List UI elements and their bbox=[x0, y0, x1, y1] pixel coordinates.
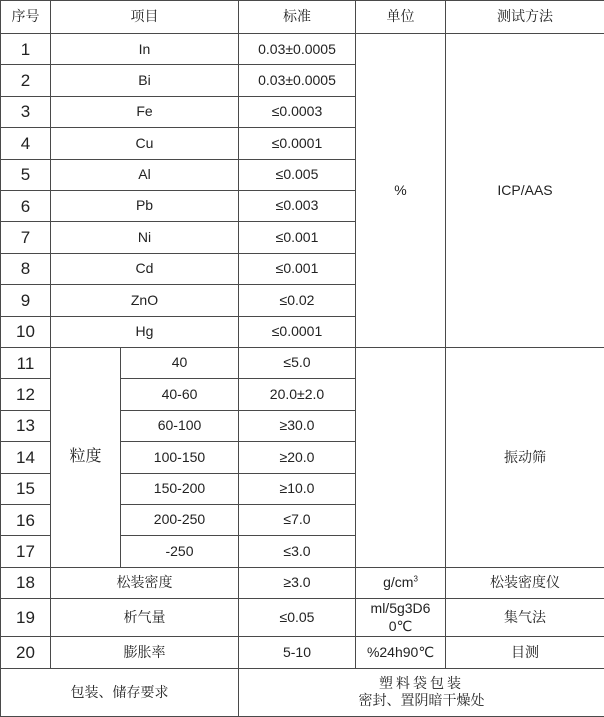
row-standard: ≥30.0 bbox=[239, 410, 356, 441]
row-unit: ml/5g3D60℃ bbox=[356, 599, 446, 637]
table-row bbox=[1, 637, 604, 668]
row-item: 40 bbox=[121, 348, 239, 379]
row-item: Ni bbox=[51, 222, 239, 253]
row-standard: ≤0.02 bbox=[239, 285, 356, 316]
row-item: Bi bbox=[51, 65, 239, 96]
row-standard: ≤0.05 bbox=[239, 599, 356, 637]
row-item: 40-60 bbox=[121, 379, 239, 410]
row-no: 15 bbox=[1, 473, 51, 504]
row-item: Cu bbox=[51, 128, 239, 159]
row-standard: ≥10.0 bbox=[239, 473, 356, 504]
row-no: 11 bbox=[1, 348, 51, 379]
row-method: 松装密度仪 bbox=[446, 567, 604, 598]
row-no: 3 bbox=[1, 96, 51, 127]
row-no: 19 bbox=[1, 599, 51, 637]
row-item: 200-250 bbox=[121, 504, 239, 535]
row-item: 析气量 bbox=[51, 599, 239, 637]
row-item: Al bbox=[51, 159, 239, 190]
row-item: 60-100 bbox=[121, 410, 239, 441]
row-standard: ≤0.0003 bbox=[239, 96, 356, 127]
row-item: ZnO bbox=[51, 285, 239, 316]
row-no: 13 bbox=[1, 410, 51, 441]
packaging-line-2: 密封、置阴暗干燥处 bbox=[358, 692, 485, 709]
packaging-requirement bbox=[239, 668, 604, 716]
header-method: 测试方法 bbox=[446, 1, 604, 34]
table-row bbox=[1, 599, 604, 637]
row-no: 6 bbox=[1, 191, 51, 222]
unit-text: g/cm bbox=[383, 574, 414, 591]
row-standard: ≤0.003 bbox=[239, 191, 356, 222]
row-item: In bbox=[51, 34, 239, 65]
row-standard: ≤5.0 bbox=[239, 348, 356, 379]
unit-percent: % bbox=[356, 34, 446, 348]
row-no: 14 bbox=[1, 442, 51, 473]
packaging-label: 包装、储存要求 bbox=[1, 668, 239, 716]
row-no: 18 bbox=[1, 567, 51, 598]
row-item: 100-150 bbox=[121, 442, 239, 473]
row-standard: ≥20.0 bbox=[239, 442, 356, 473]
row-no: 9 bbox=[1, 285, 51, 316]
row-method: 集气法 bbox=[446, 599, 604, 637]
row-no: 7 bbox=[1, 222, 51, 253]
row-standard: ≤0.001 bbox=[239, 253, 356, 284]
method-icp: ICP/AAS bbox=[446, 34, 604, 348]
row-standard: ≤0.0001 bbox=[239, 128, 356, 159]
row-unit: %24h90℃ bbox=[356, 637, 446, 668]
row-item: Cd bbox=[51, 253, 239, 284]
row-standard: ≤7.0 bbox=[239, 504, 356, 535]
row-item: Fe bbox=[51, 96, 239, 127]
packaging-line-1: 塑料袋包装 bbox=[379, 674, 464, 691]
row-no: 1 bbox=[1, 34, 51, 65]
row-no: 8 bbox=[1, 253, 51, 284]
row-no: 2 bbox=[1, 65, 51, 96]
table-row bbox=[1, 567, 604, 598]
header-no: 序号 bbox=[1, 1, 51, 34]
method-sieve: 振动筛 bbox=[446, 348, 604, 568]
row-standard: 20.0±2.0 bbox=[239, 379, 356, 410]
row-item: 150-200 bbox=[121, 473, 239, 504]
header-item: 项目 bbox=[51, 1, 239, 34]
row-method: 目测 bbox=[446, 637, 604, 668]
unit-superscript: 3 bbox=[413, 574, 418, 584]
row-unit bbox=[356, 567, 446, 598]
row-standard: 0.03±0.0005 bbox=[239, 34, 356, 65]
row-item: 松装密度 bbox=[51, 567, 239, 598]
row-no: 5 bbox=[1, 159, 51, 190]
row-item: Hg bbox=[51, 316, 239, 347]
header-row bbox=[1, 1, 604, 34]
header-standard: 标准 bbox=[239, 1, 356, 34]
row-standard: ≤0.0001 bbox=[239, 316, 356, 347]
row-no: 12 bbox=[1, 379, 51, 410]
row-no: 20 bbox=[1, 637, 51, 668]
unit-empty bbox=[356, 348, 446, 568]
row-standard: 0.03±0.0005 bbox=[239, 65, 356, 96]
row-standard: ≤0.005 bbox=[239, 159, 356, 190]
row-item: 膨胀率 bbox=[51, 637, 239, 668]
packaging-row bbox=[1, 668, 604, 716]
row-no: 10 bbox=[1, 316, 51, 347]
row-standard: ≥3.0 bbox=[239, 567, 356, 598]
header-unit: 单位 bbox=[356, 1, 446, 34]
granularity-label: 粒度 bbox=[51, 348, 121, 568]
row-standard: 5-10 bbox=[239, 637, 356, 668]
row-standard: ≤0.001 bbox=[239, 222, 356, 253]
row-item: -250 bbox=[121, 536, 239, 567]
table-row bbox=[1, 34, 604, 65]
row-item: Pb bbox=[51, 191, 239, 222]
row-no: 16 bbox=[1, 504, 51, 535]
row-no: 4 bbox=[1, 128, 51, 159]
row-standard: ≤3.0 bbox=[239, 536, 356, 567]
table-row bbox=[1, 348, 604, 379]
row-no: 17 bbox=[1, 536, 51, 567]
